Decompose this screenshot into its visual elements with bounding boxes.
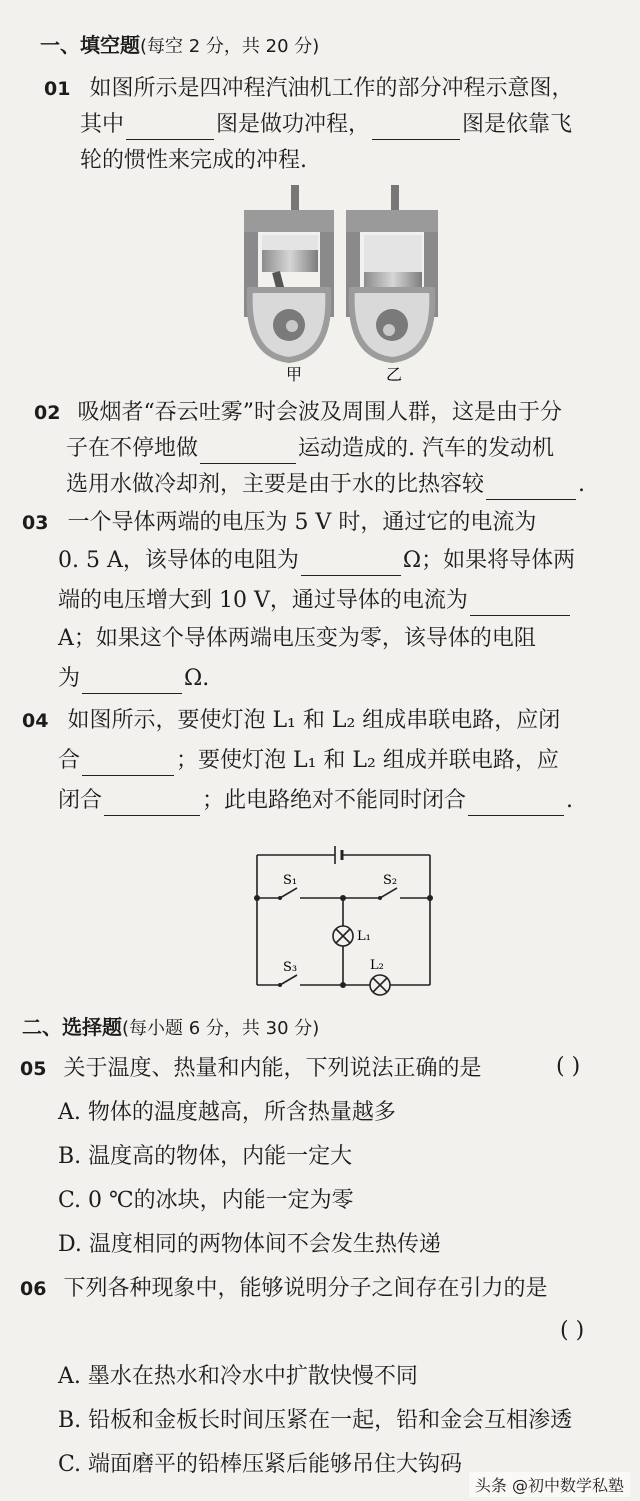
engine-label-right: 乙: [386, 365, 403, 384]
q02-line-2: [66, 434, 554, 464]
q04-text-2b: ；要使灯泡 L₁ 和 L₂ 组成并联电路，应: [176, 748, 559, 773]
q01-text-2a: 其中: [80, 112, 125, 137]
q03-blank-3[interactable]: [82, 671, 182, 694]
label-s1: S₁: [283, 873, 298, 888]
section-1-title: 一、填空题: [40, 33, 140, 57]
q06-option-c[interactable]: C. 端面磨平的铅棒压紧后能够吊住大钩码: [58, 1452, 463, 1477]
q04-line-2: [58, 746, 559, 776]
switch-s3-blade: [280, 975, 297, 985]
q05-number: 05: [20, 1058, 47, 1080]
section-2-note: (每小题 6 分，共 30 分): [122, 1018, 320, 1039]
q04-text-2a: 合: [58, 748, 81, 773]
engine-label-left: 甲: [286, 365, 303, 384]
q03-line-1: [22, 508, 536, 538]
q04-line-1: [22, 706, 560, 736]
engine-left: [244, 185, 334, 360]
q04-blank-1[interactable]: [82, 753, 174, 776]
q02-text-2b: 运动造成的. 汽车的发动机: [298, 436, 555, 461]
q03-text-1: 一个导体两端的电压为 5 V 时，通过它的电流为: [67, 510, 537, 535]
q05-option-d[interactable]: D. 温度相同的两物体间不会发生热传递: [58, 1232, 441, 1257]
q02-blank-1[interactable]: [200, 441, 296, 464]
q04-line-3: [58, 786, 573, 816]
q05-stem: 关于温度、热量和内能，下列说法正确的是: [63, 1056, 482, 1081]
q03-text-2b: Ω；如果将导体两: [402, 548, 576, 573]
q04-number: 04: [22, 710, 49, 732]
q02-line-3: [66, 470, 585, 500]
q02-line-1: [34, 398, 562, 428]
q03-blank-1[interactable]: [301, 553, 401, 576]
q05-option-b[interactable]: B. 温度高的物体，内能一定大: [58, 1144, 353, 1169]
label-s3: S₃: [283, 960, 298, 975]
q02-text-1: 吸烟者“吞云吐雾”时会波及周围人群，这是由于分: [77, 400, 562, 425]
lamp-l1-icon: [333, 926, 353, 946]
section-2-title: 二、选择题: [22, 1015, 122, 1039]
q03-text-3a: 端的电压增大到 10 V，通过导体的电流为: [58, 588, 468, 613]
q06-stem: 下列各种现象中，能够说明分子之间存在引力的是: [63, 1276, 548, 1301]
q04-blank-2[interactable]: [104, 793, 200, 816]
section-2-heading: [22, 1012, 319, 1044]
label-l1: L₁: [357, 929, 371, 944]
q04-text-3a: 闭合: [58, 788, 103, 813]
q03-text-2a: 0. 5 A，该导体的电阻为: [58, 548, 299, 573]
q06-option-b[interactable]: B. 铅板和金板长时间压紧在一起，铅和金会互相渗透: [58, 1408, 573, 1433]
q06-option-a[interactable]: A. 墨水在热水和冷水中扩散快慢不同: [58, 1364, 418, 1389]
q06-answer-paren[interactable]: ( ): [560, 1318, 585, 1343]
engine-stroke-figure: [236, 180, 446, 385]
label-l2: L₂: [370, 958, 384, 973]
q02-text-2a: 子在不停地做: [66, 436, 199, 461]
switch-s2-blade: [380, 888, 397, 898]
section-1-heading: [40, 30, 319, 62]
q02-blank-2[interactable]: [486, 477, 576, 500]
q03-text-5b: Ω.: [184, 666, 210, 691]
q01-blank-1[interactable]: [126, 117, 214, 140]
q05-option-a[interactable]: A. 物体的温度越高，所含热量越多: [58, 1100, 396, 1125]
q04-text-3c: .: [566, 788, 574, 813]
q02-text-3b: .: [578, 472, 586, 497]
circuit-diagram: [245, 840, 445, 1005]
q01-number: 01: [44, 78, 71, 100]
q04-text-3b: ；此电路绝对不能同时闭合: [202, 788, 467, 813]
q05-option-c[interactable]: C. 0 ℃的冰块，内能一定为零: [58, 1188, 354, 1213]
watermark: 头条 @初中数学私塾: [469, 1472, 630, 1497]
switch-s1-blade: [280, 888, 297, 898]
q01-line-3: 轮的惯性来完成的冲程.: [80, 148, 307, 173]
q03-line-2: [58, 546, 575, 576]
q06-number: 06: [20, 1278, 47, 1300]
q03-text-5a: 为: [58, 666, 81, 691]
q03-line-3: [58, 586, 572, 616]
label-s2: S₂: [383, 873, 398, 888]
q02-number: 02: [34, 402, 61, 424]
q03-blank-2[interactable]: [470, 593, 570, 616]
q01-text-1: 如图所示是四冲程汽油机工作的部分冲程示意图，: [89, 76, 574, 101]
section-1-note: (每空 2 分，共 20 分): [140, 36, 320, 57]
q03-number: 03: [22, 512, 49, 534]
engine-right: [346, 185, 438, 360]
q02-text-3a: 选用水做冷却剂，主要是由于水的比热容较: [66, 472, 485, 497]
q01-blank-2[interactable]: [372, 117, 460, 140]
q01-line-2: [80, 110, 572, 140]
q01-text-2b: 图是做功冲程，: [216, 112, 371, 137]
q03-line-5: [58, 664, 209, 694]
q04-blank-3[interactable]: [468, 793, 564, 816]
q01-text-2c: 图是依靠飞: [462, 112, 573, 137]
q04-text-1: 如图所示，要使灯泡 L₁ 和 L₂ 组成串联电路，应闭: [67, 708, 561, 733]
lamp-l2-icon: [370, 975, 390, 995]
q01-line-1: [44, 74, 573, 104]
q03-line-4: A；如果这个导体两端电压变为零，该导体的电阻: [58, 626, 536, 651]
q06-stem-line: [20, 1274, 547, 1304]
q05-answer-paren[interactable]: ( ): [556, 1054, 581, 1079]
q05-stem-line: [20, 1054, 481, 1084]
